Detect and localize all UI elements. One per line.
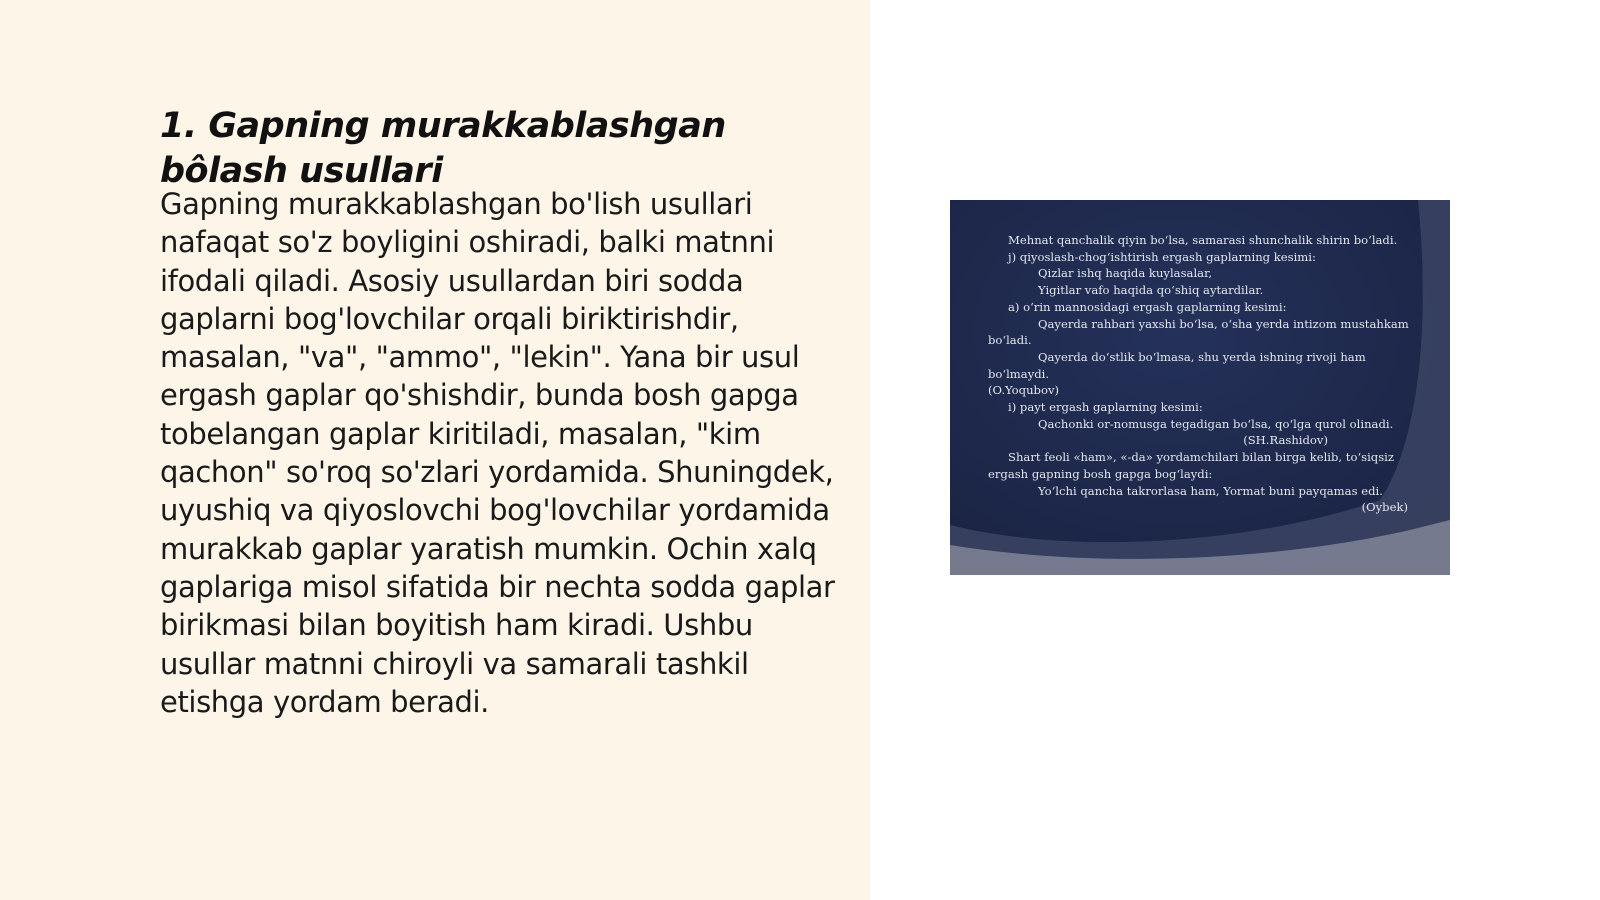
figure-line: j) qiyoslash-chog‘ishtirish ergash gaplarning kesimi: bbox=[1008, 249, 1316, 264]
figure-text-block bbox=[988, 232, 1408, 516]
figure-line: Mehnat qanchalik qiyin bo‘lsa, samarasi shunchalik shirin bo‘ladi. bbox=[1008, 233, 1398, 247]
slide-title: 1. Gapning murakkablashgan bôlash usullari bbox=[160, 106, 726, 191]
figure-line: Yigitlar vafo haqida qo‘shiq aytardilar. bbox=[1038, 283, 1264, 298]
example-text-image bbox=[950, 200, 1450, 575]
figure-line: (O.Yoqubov) bbox=[988, 383, 1060, 398]
figure-line: (Oybek) bbox=[1361, 500, 1408, 515]
figure-line: ergash gapning bosh gapga bog‘laydi: bbox=[988, 466, 1213, 481]
figure-line: a) o‘rin mannosidagi ergash gaplarning kesimi: bbox=[1008, 299, 1287, 314]
figure-line: i) payt ergash gaplarning kesimi: bbox=[1008, 400, 1203, 415]
figure-line: bo‘ladi. bbox=[988, 333, 1032, 348]
figure-line: Yo‘lchi qancha takrorlasa ham, Yormat buni payqamas edi. bbox=[1038, 483, 1383, 498]
figure-line: Qayerda rahbari yaxshi bo‘lsa, o‘sha yerda intizom mustahkam bbox=[1038, 316, 1409, 331]
slide-body-text: Gapning murakkablashgan bo'lish usullari nafaqat so'z boyligini oshiradi, balki matnni ifodali qiladi. Asosiy usullardan biri sodda gaplarni bog'lovchilar orqali biriktirishdir, masalan, "va", "ammo", "lekin". Yana bir usul ergash gaplar qo'shishdir, bunda bosh gapga tobelangan gaplar kiritiladi, masalan, "kim qachon" so'roq so'zlari yordamida. Shuningdek, uyushiq va qiyoslovchi bog'lovchilar yordamida murakkab gaplar yaratish mumkin. Ochin xalq gaplariga misol sifatida bir nechta sodda gaplar birikmasi bilan boyitish ham kiradi. Ushbu usullar matnni chiroyli va samarali tashkil etishga yordam beradi. bbox=[160, 187, 835, 719]
figure-line: Shart feoli «ham», «-da» yordamchilari bilan birga kelib, to‘siqsiz bbox=[1008, 450, 1394, 465]
figure-line: bo‘lmaydi. bbox=[988, 366, 1050, 381]
figure-line: Qachonki or-nomusga tegadigan bo‘lsa, qo‘lga qurol olinadi. bbox=[1038, 416, 1394, 431]
figure-line: Qizlar ishq haqida kuylasalar, bbox=[1038, 266, 1213, 281]
figure-line: (SH.Rashidov) bbox=[1243, 433, 1328, 448]
figure-line: Qayerda do‘stlik bo‘lmasa, shu yerda ishning rivoji ham bbox=[1038, 349, 1366, 364]
